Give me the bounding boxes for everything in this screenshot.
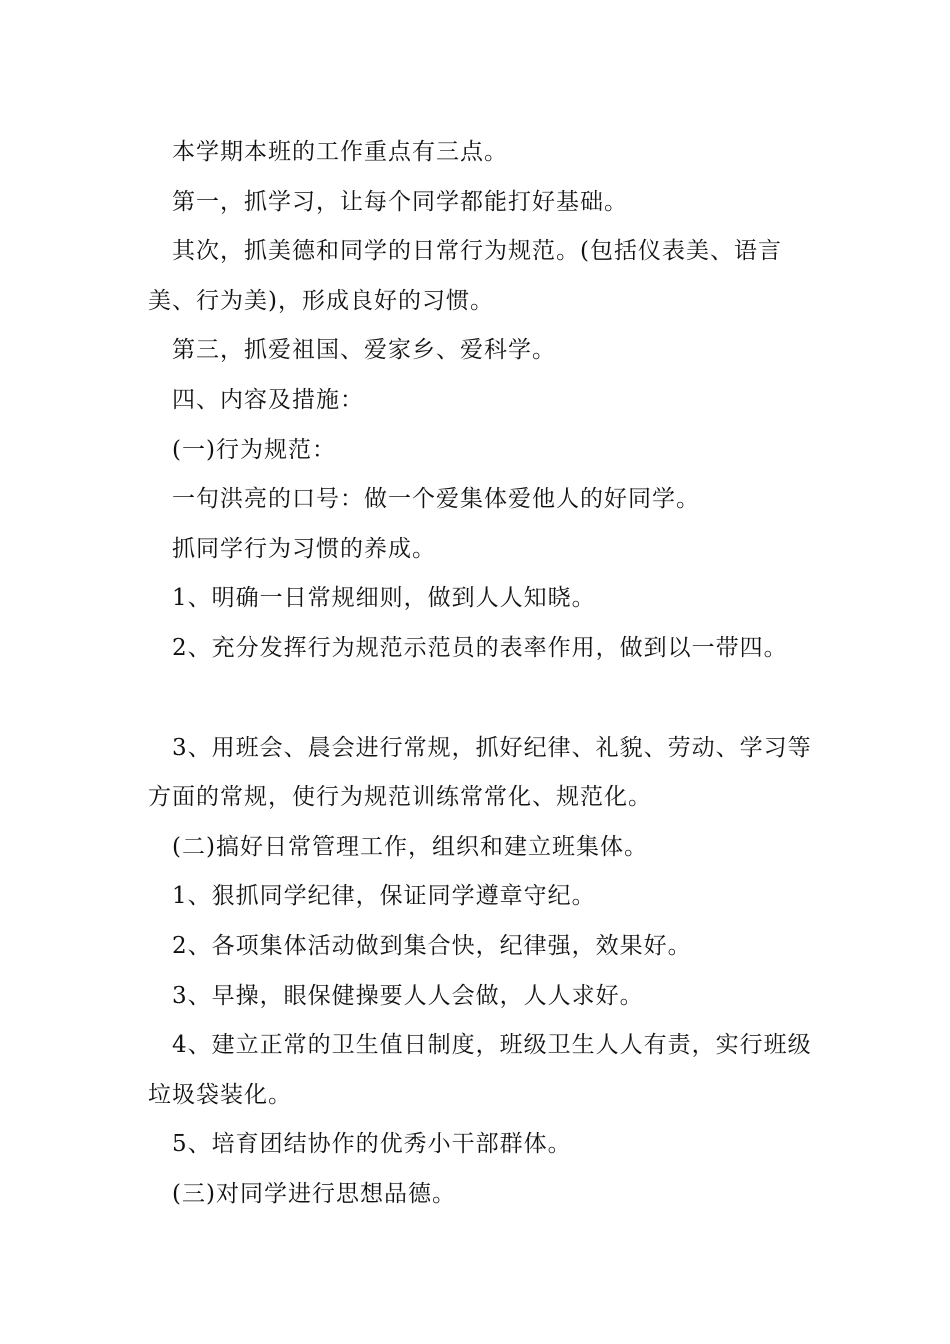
paragraph: 第一，抓学习，让每个同学都能打好基础。	[172, 188, 628, 215]
list-item: 4、建立正常的卫生值日制度，班级卫生人人有责，实行班级垃圾袋装化。	[148, 1032, 812, 1108]
list-item: 1、明确一日常规细则，做到人人知晓。	[172, 585, 596, 612]
list-item: 2、各项集体活动做到集合快，纪律强，效果好。	[172, 932, 692, 959]
paragraph: 其次，抓美德和同学的日常行为规范。(包括仪表美、语言美、行为美)，形成良好的习惯。	[148, 238, 782, 314]
paragraph: 第三，抓爱祖国、爱家乡、爱科学。	[172, 337, 556, 364]
subsection-heading: (三)对同学进行思想品德。	[172, 1180, 456, 1207]
subsection-heading: (二)搞好日常管理工作，组织和建立班集体。	[172, 833, 648, 860]
list-item: 5、培育团结协作的优秀小干部群体。	[172, 1131, 572, 1158]
document-body	[148, 128, 818, 1219]
list-item: 2、充分发挥行为规范示范员的表率作用，做到以一带四。	[172, 634, 788, 661]
paragraph: 本学期本班的工作重点有三点。	[172, 139, 508, 165]
paragraph: 一句洪亮的口号：做一个爱集体爱他人的好同学。	[172, 486, 700, 513]
list-item: 3、早操，眼保健操要人人会做，人人求好。	[172, 982, 644, 1009]
paragraph: 抓同学行为习惯的养成。	[172, 535, 436, 562]
section-heading: 四、内容及措施：	[172, 386, 364, 413]
subsection-heading: (一)行为规范：	[172, 436, 336, 463]
blank-line	[148, 674, 818, 724]
list-item: 3、用班会、晨会进行常规，抓好纪律、礼貌、劳动、学习等方面的常规，使行为规范训练常常化、规范化。	[148, 734, 812, 811]
list-item: 1、狠抓同学纪律，保证同学遵章守纪。	[172, 883, 596, 910]
